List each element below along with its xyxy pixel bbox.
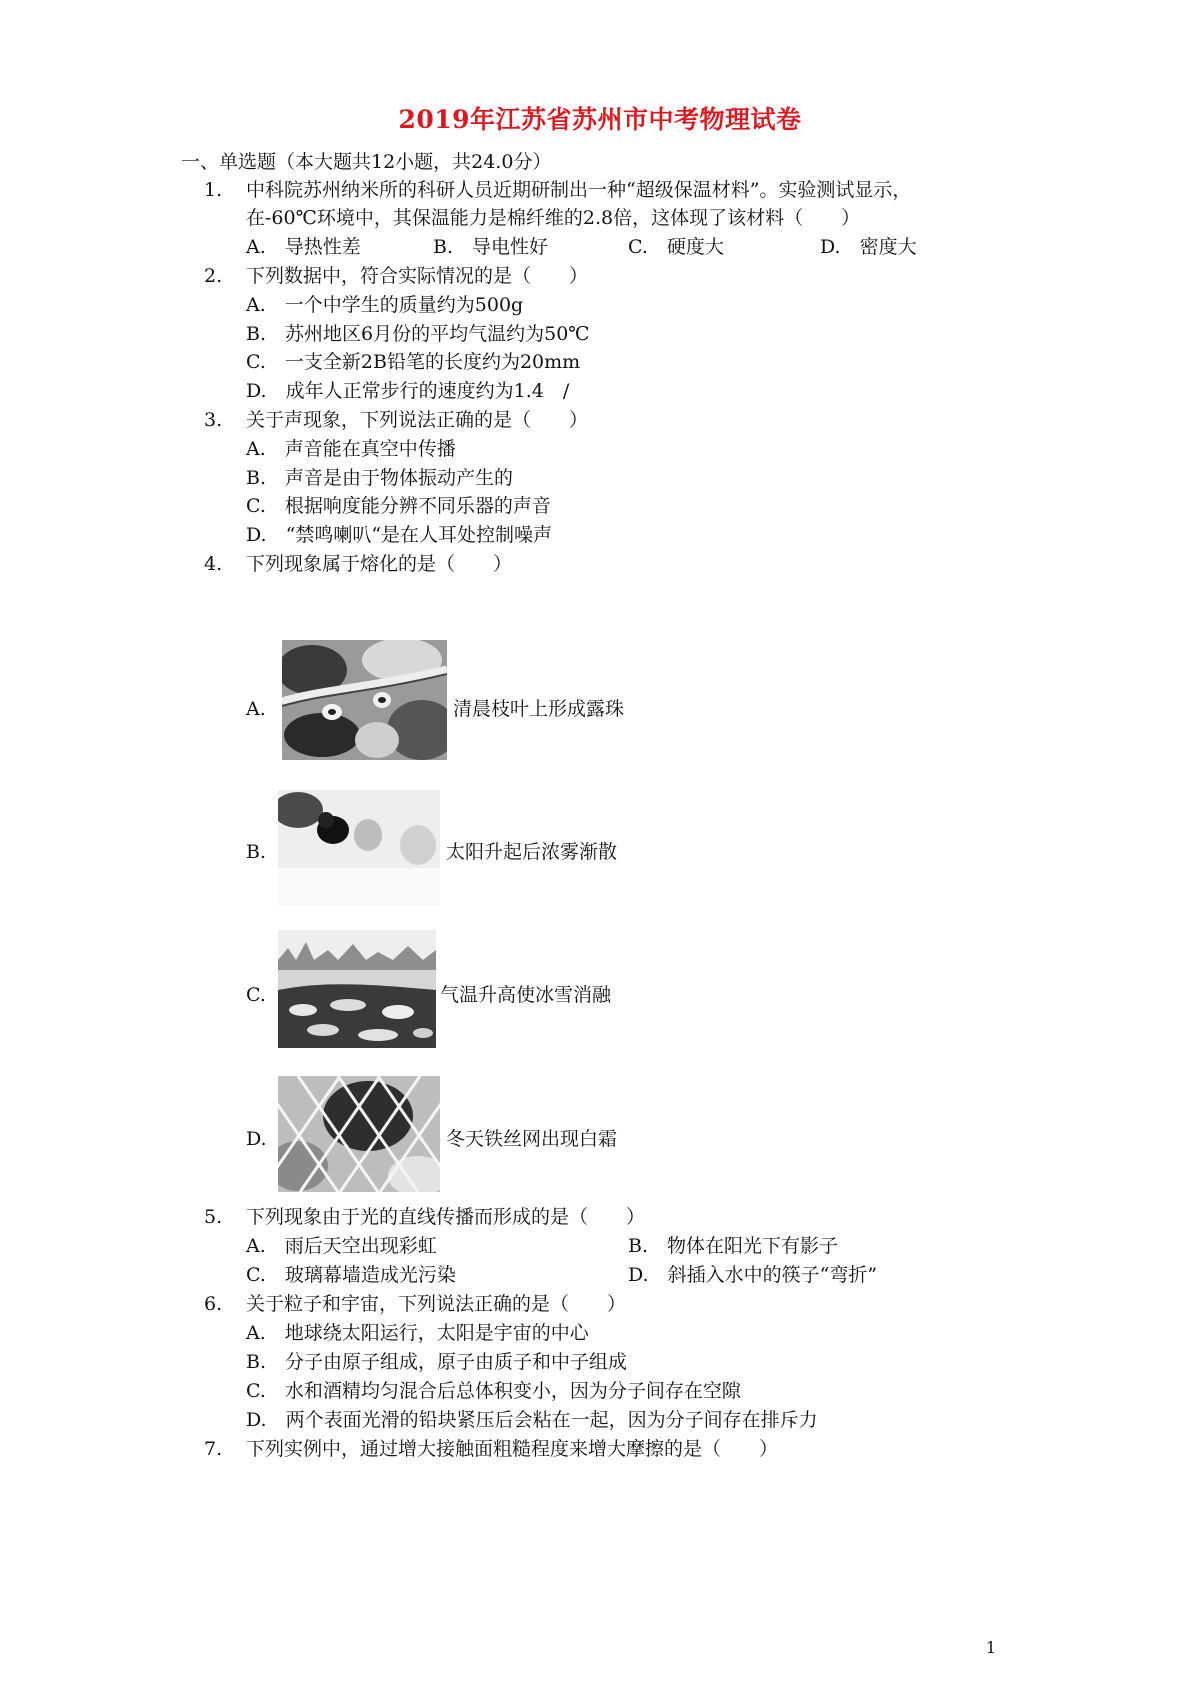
option-text: 水和酒精均匀混合后总体积变小，因为分子间存在空隙 (284, 1380, 741, 1402)
option-d (246, 523, 552, 547)
option-text: 硬度大 (666, 236, 724, 258)
option-d-key: D. (246, 1128, 267, 1150)
option-c-key: C. (246, 984, 266, 1006)
option-a (246, 1234, 437, 1258)
question-number: 2. (204, 265, 223, 287)
option-text: 分子由原子组成，原子由质子和中子组成 (285, 1351, 628, 1373)
option-key: D. (628, 1264, 649, 1286)
option-key: C. (246, 495, 266, 517)
option-c (246, 1379, 741, 1403)
option-key: D. (246, 380, 267, 402)
option-text: 声音是由于物体振动产生的 (285, 467, 514, 489)
question-number: 5. (204, 1206, 223, 1228)
question-number: 3. (204, 409, 223, 431)
option-key: D. (246, 1409, 267, 1431)
option-text: 一个中学生的质量约为500g (284, 294, 524, 316)
option-text: “禁鸣喇叭“是在人耳处控制噪声 (285, 524, 553, 546)
page-number: 1 (985, 1638, 996, 1657)
option-text: 两个表面光滑的铅块紧压后会粘在一起，因为分子间存在排斥力 (285, 1409, 818, 1431)
option-d (820, 235, 917, 259)
option-text: 雨后天空出现彩虹 (284, 1235, 437, 1257)
option-key: B. (246, 323, 267, 345)
option-c (246, 494, 551, 518)
frosted-wire-fence-photo (278, 1076, 440, 1192)
option-b (246, 322, 590, 346)
option-a-text: 清晨枝叶上形成露珠 (453, 698, 625, 720)
option-d (246, 379, 569, 403)
option-b (246, 466, 513, 490)
question-number: 6. (204, 1293, 223, 1315)
option-text: 一支全新2B铅笔的长度约为20mm (284, 351, 581, 373)
option-text: 苏州地区6月份的平均气温约为50℃ (285, 323, 590, 345)
option-key: A. (246, 1322, 266, 1344)
option-text: 地球绕太阳运行，太阳是宇宙的中心 (284, 1322, 589, 1344)
question-text-line: 关于声现象，下列说法正确的是（ ） (246, 409, 589, 431)
option-text: 成年人正常步行的速度约为1.4 / (285, 380, 570, 402)
option-text: 密度大 (859, 236, 917, 258)
melting-snow-photo (278, 930, 436, 1048)
option-text: 声音能在真空中传播 (284, 438, 456, 460)
question-text-line: 中科院苏州纳米所的科研人员近期研制出一种“超级保温材料”。实验测试显示， (246, 179, 912, 201)
option-b-text: 太阳升起后浓雾渐散 (446, 841, 618, 863)
option-text: 物体在阳光下有影子 (667, 1235, 839, 1257)
option-d-text: 冬天铁丝网出现白霜 (446, 1128, 618, 1150)
question-number: 7. (204, 1438, 223, 1460)
option-a (246, 1321, 589, 1345)
option-a-key: A. (246, 698, 266, 720)
option-a (246, 293, 523, 317)
question-text-line: 下列实例中，通过增大接触面粗糙程度来增大摩擦的是（ ） (246, 1438, 779, 1460)
option-a (246, 235, 361, 259)
option-key: C. (246, 1264, 266, 1286)
question-text-line: 下列数据中，符合实际情况的是（ ） (246, 265, 589, 287)
option-b (433, 235, 548, 259)
option-key: B. (433, 236, 454, 258)
option-key: B. (246, 1351, 267, 1373)
option-key: D. (820, 236, 841, 258)
option-text: 斜插入水中的筷子“弯折” (667, 1264, 878, 1286)
option-text: 根据响度能分辨不同乐器的声音 (284, 495, 551, 517)
option-d (628, 1263, 877, 1287)
option-key: C. (246, 1380, 266, 1402)
option-key: C. (628, 236, 648, 258)
option-c-text: 气温升高使冰雪消融 (440, 984, 612, 1006)
option-key: A. (246, 438, 266, 460)
page-title: 2019年江苏省苏州市中考物理试卷 (398, 105, 802, 134)
dew-on-branch-photo (282, 640, 447, 760)
option-c (246, 350, 580, 374)
fog-trees-photo (278, 790, 440, 906)
option-key: D. (246, 524, 267, 546)
option-b (628, 1234, 838, 1258)
option-c (628, 235, 724, 259)
question-number: 1. (204, 179, 223, 201)
option-a (246, 437, 456, 461)
question-text-line: 关于粒子和宇宙，下列说法正确的是（ ） (246, 1293, 627, 1315)
question-number: 4. (204, 553, 223, 575)
option-key: B. (246, 467, 267, 489)
option-key: B. (628, 1235, 649, 1257)
option-text: 导电性好 (472, 236, 549, 258)
section-heading: 一、单选题（本大题共12小题，共24.0分） (181, 151, 552, 173)
option-key: C. (246, 351, 266, 373)
option-b (246, 1350, 627, 1374)
option-key: A. (246, 294, 266, 316)
question-text-line: 在-60℃环境中，其保温能力是棉纤维的2.8倍，这体现了该材料（ ） (246, 207, 861, 229)
option-c (246, 1263, 456, 1287)
question-text-line: 下列现象属于熔化的是（ ） (246, 553, 513, 575)
question-text-line: 下列现象由于光的直线传播而形成的是（ ） (246, 1206, 646, 1228)
option-key: A. (246, 1235, 266, 1257)
option-key: A. (246, 236, 266, 258)
option-d (246, 1408, 818, 1432)
option-text: 导热性差 (284, 236, 361, 258)
option-text: 玻璃幕墙造成光污染 (284, 1264, 456, 1286)
option-b-key: B. (246, 841, 267, 863)
